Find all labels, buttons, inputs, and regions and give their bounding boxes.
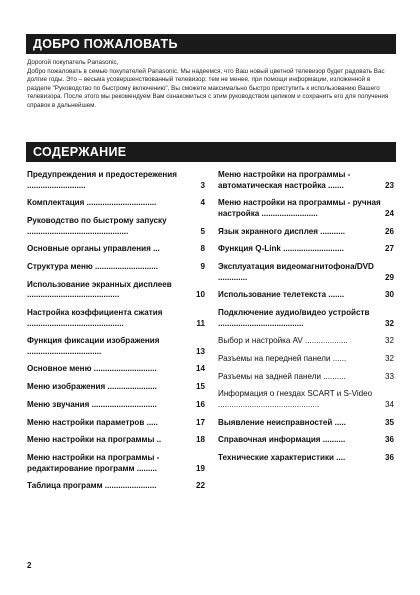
toc-entry-title: Меню настройки на программы - ручная настройка ......................... [218, 198, 381, 218]
toc-entry-page: 10 [195, 290, 205, 300]
toc-entry-page: 23 [384, 180, 394, 190]
toc-entry-title: Таблица программ ....................... [27, 481, 157, 491]
toc-entry-title: Меню настройки на программы - автоматическая настройка ....... [218, 170, 351, 190]
toc-entry-page: 15 [195, 382, 205, 392]
toc-entry [27, 400, 205, 411]
toc-dot-leader: ................... [302, 336, 348, 346]
toc-entry [218, 262, 394, 283]
toc-entry [27, 453, 205, 474]
toc-entry-title: Функция фиксации изображения ................................. [27, 336, 160, 356]
toc-dot-leader: ....... [326, 290, 345, 300]
toc-entry [218, 453, 394, 464]
toc-entry [218, 435, 394, 446]
toc-entry-title: Выявление неисправностей ..... [218, 417, 346, 427]
toc-entry [27, 435, 205, 446]
toc-dot-leader: .......................... [27, 180, 86, 190]
toc-entry-title: Меню настройки параметров ..... [27, 417, 158, 427]
toc-entry-page: 5 [200, 226, 205, 236]
toc-entry-title: Меню настройки на программы - редактирование программ ......... [27, 452, 160, 473]
toc-dot-leader: ............. [218, 272, 248, 282]
toc-entry [218, 418, 394, 429]
toc-entry-title: Справочная информация .......... [218, 435, 346, 445]
toc-dot-leader: ......... [134, 463, 158, 473]
toc-entry-page: 17 [195, 417, 205, 427]
toc-entry-title: Руководство по быстрому запуску ............................................. [27, 215, 167, 236]
toc-entry-page: 29 [384, 272, 394, 282]
toc-entry-page: 13 [195, 346, 205, 356]
toc-entry [218, 244, 394, 255]
toc-dot-leader: ....................... [102, 481, 157, 491]
toc-entry-title: Использование экранных дисплеев ......................................... [27, 279, 172, 300]
toc-dot-leader: ................................. [27, 346, 102, 356]
toc-entry [218, 372, 394, 383]
toc-entry-title: Эксплуатация видеомагнитофона/DVD ............. [218, 261, 374, 282]
toc-entry [218, 308, 394, 329]
toc-entry-page: 32 [384, 353, 394, 363]
toc-entry [27, 280, 205, 301]
toc-dot-leader: ...................... [105, 382, 157, 392]
toc-dot-leader: ..... [144, 417, 158, 427]
toc-dot-leader: ......................................... [27, 290, 120, 300]
toc-entry [218, 170, 394, 191]
toc-dot-leader: ........................................... [27, 318, 124, 328]
toc-entry [218, 198, 394, 219]
toc-dot-leader: ..... [332, 417, 346, 427]
toc-entry-title: Настройка коэффициента сжатия ........................................... [27, 307, 163, 328]
toc-entry-page: 26 [384, 226, 394, 236]
toc-entry [27, 364, 205, 375]
toc-dot-leader: ............................ [91, 364, 157, 374]
toc-entry-page: 35 [384, 417, 394, 427]
toc-entry-title: Основные органы управления ... [27, 244, 160, 254]
toc-entry [27, 198, 205, 209]
toc-right-column [218, 170, 394, 471]
toc-entry [27, 262, 205, 273]
toc-dot-leader: .......... [321, 371, 346, 381]
toc-dot-leader: ........... [317, 226, 345, 236]
toc-dot-leader: ............................................. [27, 226, 129, 236]
toc-dot-leader: ....... [325, 180, 344, 190]
toc-entry-title: Меню изображения ...................... [27, 382, 157, 392]
toc-entry-title: Предупреждения и предостережения .......................... [27, 170, 177, 190]
toc-dot-leader: ... [150, 244, 160, 254]
toc-entry-page: 4 [200, 198, 205, 208]
toc-entry-page: 32 [384, 336, 394, 346]
toc-entry-title: Меню звучания ............................. [27, 399, 157, 409]
toc-entry-page: 36 [384, 452, 394, 462]
toc-entry-title: Функция Q-Link ........................... [218, 244, 344, 254]
page-number: 2 [27, 561, 32, 570]
toc-entry [27, 336, 205, 357]
toc-entry [27, 481, 205, 492]
welcome-greeting: Дорогой покупатель Panasonic, [27, 59, 119, 66]
welcome-heading: ДОБРО ПОЖАЛОВАТЬ [26, 34, 396, 54]
toc-dot-leader: ............................. [89, 399, 157, 409]
toc-entry-title: Меню настройки на программы .. [27, 435, 162, 445]
toc-entry-page: 33 [384, 371, 394, 381]
toc-dot-leader: .......... [320, 435, 346, 445]
toc-entry-page: 3 [200, 180, 205, 190]
toc-entry [27, 170, 205, 191]
toc-dot-leader: ............................... [84, 198, 157, 208]
toc-entry-title: Информация о гнездах SCART и S-Video ............................................. [218, 389, 373, 409]
welcome-body: Добро пожаловать в семью покупателей Panasonic. Мы надеемся, что Ваш новый цветной телевизор будет радовать Вас долгие годы. Это – весьма усовершенствованный телевизор; тем не менее, при помощи информации, изложенной в разделе "Руководство по быстрому включению", Вы сможете максимально быстро приступить к использованию Вашего телевизора. После этого мы рекомендуем Вам ознакомиться с этим руководством целиком и сохранить его для получения справок в дальнейшем. [27, 67, 389, 109]
toc-entry-page: 24 [384, 208, 394, 218]
toc-entry [218, 336, 394, 347]
toc-entry [27, 216, 205, 237]
toc-entry [218, 389, 394, 410]
toc-entry [27, 418, 205, 429]
toc-entry-page: 11 [196, 318, 205, 328]
toc-entry-page: 18 [195, 435, 205, 445]
toc-entry-page: 32 [384, 318, 394, 328]
toc-dot-leader: .. [154, 435, 162, 445]
toc-entry-title: Подключение аудио/видео устройств ...................................... [218, 307, 370, 328]
toc-entry-page: 30 [384, 290, 394, 300]
toc-entry-title: Выбор и настройка AV ................... [218, 336, 348, 346]
welcome-text [27, 59, 395, 111]
toc-entry-title: Использование телетекста ....... [218, 290, 345, 300]
toc-dot-leader: ............................ [92, 261, 158, 271]
toc-entry-title: Основное меню ............................ [27, 364, 157, 374]
toc-entry [27, 308, 205, 329]
toc-entry-page: 8 [200, 244, 205, 254]
toc-entry [27, 382, 205, 393]
toc-entry-page: 27 [384, 244, 394, 254]
toc-entry-title: Структура меню ............................ [27, 261, 158, 271]
toc-entry-page: 36 [384, 435, 394, 445]
toc-entry-title: Технические характеристики .... [218, 452, 346, 462]
toc-entry [218, 227, 394, 238]
toc-dot-leader: ...................................... [218, 318, 304, 328]
toc-entry-page: 34 [384, 399, 394, 409]
toc-entry [218, 354, 394, 365]
contents-heading: СОДЕРЖАНИЕ [26, 142, 396, 162]
toc-entry-page: 14 [195, 364, 205, 374]
toc-entry-page: 22 [195, 481, 205, 491]
toc-entry-page: 9 [200, 261, 205, 271]
toc-entry [27, 244, 205, 255]
toc-entry-title: Комплектация ............................... [27, 198, 157, 208]
toc-entry [218, 290, 394, 301]
toc-entry-title: Разъемы на передней панели ...... [218, 353, 347, 363]
toc-dot-leader: ...... [330, 353, 347, 363]
toc-entry-page: 19 [195, 463, 205, 473]
toc-entry-title: Язык экранного дисплея ........... [218, 226, 345, 236]
toc-dot-leader: ............................................. [218, 399, 320, 409]
toc-entry-title: Разъемы на задней панели .......... [218, 371, 346, 381]
toc-entry-page: 16 [195, 399, 205, 409]
toc-dot-leader: ........................... [280, 244, 344, 254]
toc-dot-leader: ......................... [259, 208, 318, 218]
toc-left-column [27, 170, 205, 499]
toc-dot-leader: .... [334, 452, 346, 462]
